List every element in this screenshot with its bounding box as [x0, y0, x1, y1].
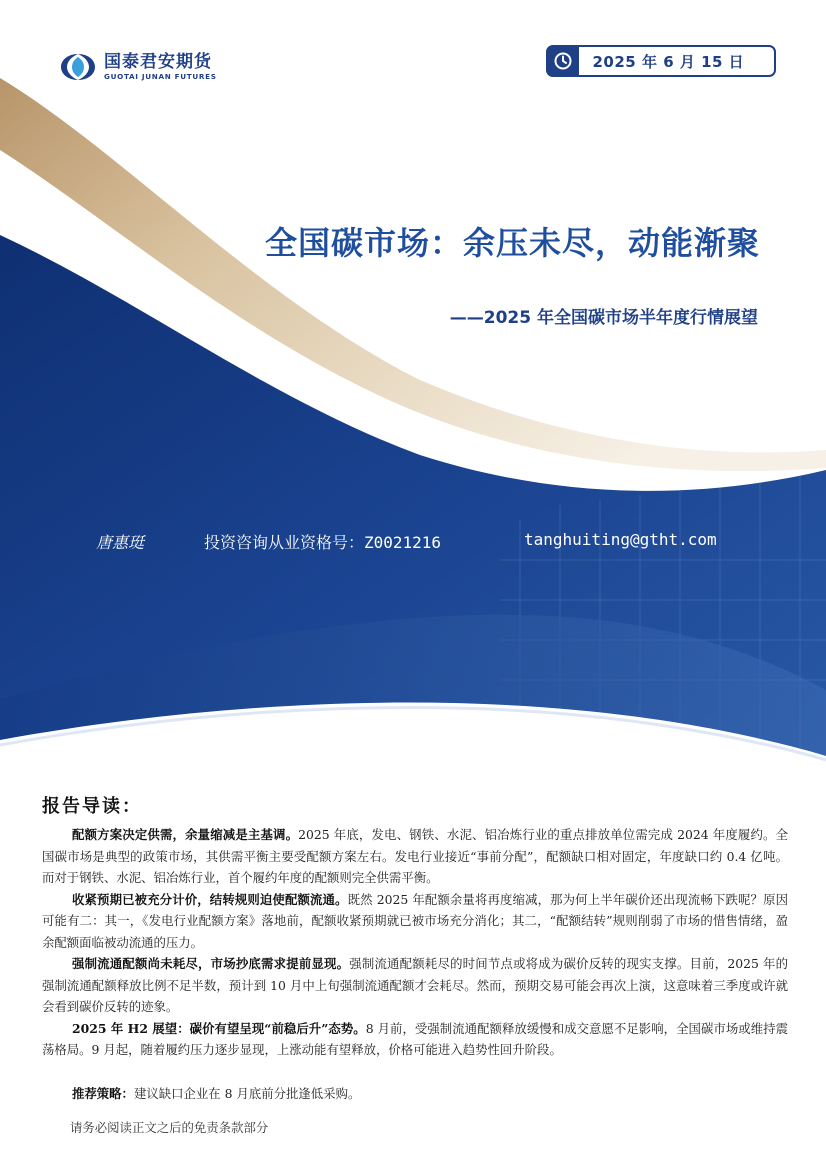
paragraph-lead: 收紧预期已被充分计价，结转规则迫使配额流通。 [72, 891, 348, 907]
recommendation-text: 建议缺口企业在 8 月底前分批逢低采购。 [133, 1086, 361, 1101]
date-badge [546, 45, 776, 77]
author-email[interactable]: tanghuiting@gtht.com [524, 530, 717, 549]
summary-paragraph [42, 889, 788, 954]
recommendation-label: 推荐策略： [72, 1086, 134, 1101]
logo-english-name: GUOTAI JUNAN FUTURES [104, 72, 217, 81]
report-title: 全国碳市场：余压未尽，动能渐聚 [264, 224, 760, 262]
paragraph-body: 强制流通配额耗尽的时间节点或将成为碳价反转的现实支撑。目前，2025 年的强制流通配额释放比例不足半数，预计到 10 月中上旬强制流通配额才会耗尽。然而，预期交易可能会再次上演，这意味着三季度或许就会看到碳价反转的迹象。 [42, 956, 788, 1014]
disclaimer-note: 请务必阅读正文之后的免责条款部分 [70, 1120, 269, 1135]
paragraph-body: 2025 年底，发电、钢铁、水泥、铝冶炼行业的重点排放单位需完成 2024 年度履约。全国碳市场是典型的政策市场，其供需平衡主要受配额方案左右。发电行业接近“事前分配”，配额缺口相对固定，年度缺口约 0.4 亿吨。而对于钢铁、水泥、铝冶炼行业，首个履约年度的配额则完全供需平衡。 [42, 827, 788, 885]
summary-section [42, 824, 788, 1061]
logo-mark-icon [58, 52, 98, 82]
summary-paragraph [42, 824, 788, 889]
summary-paragraph [42, 1018, 788, 1061]
paragraph-lead: 2025 年 H2 展望：碳价有望呈现“前稳后升”态势。 [72, 1020, 366, 1036]
author-certificate: 投资咨询从业资格号：Z0021216 [204, 533, 442, 552]
summary-heading: 报告导读： [42, 796, 142, 817]
paragraph-body: 8 月前，受强制流通配额释放缓慢和成交意愿不足影响，全国碳市场或维持震荡格局。9 月起，随着履约压力逐步显现，上涨动能有望释放，价格可能进入趋势性回升阶段。 [42, 1020, 788, 1057]
report-subtitle: ——2025 年全国碳市场半年度行情展望 [449, 308, 758, 328]
logo-chinese-name: 国泰君安期货 [104, 52, 212, 72]
company-logo [58, 52, 217, 82]
report-date: 2025 年 6 月 15 日 [592, 52, 745, 71]
recommendation [72, 1084, 360, 1102]
summary-paragraph [42, 953, 788, 1018]
clock-icon [553, 51, 573, 71]
paragraph-lead: 强制流通配额尚未耗尽，市场抄底需求提前显现。 [72, 956, 350, 971]
author-name: 唐惠珽 [96, 533, 145, 552]
date-icon-container [548, 47, 579, 76]
paragraph-lead: 配额方案决定供需，余量缩减是主基调。 [72, 827, 299, 842]
paragraph-body: 既然 2025 年配额余量将再度缩减，那为何上半年碳价还出现流畅下跌呢？原因可能有二：其一，《发电行业配额方案》落地前，配额收紧预期就已被市场充分消化；其二，“配额结转”规则削弱了市场的惜售情绪，盈余配额面临被动流通的压力。 [42, 891, 788, 950]
author-line [96, 530, 717, 553]
